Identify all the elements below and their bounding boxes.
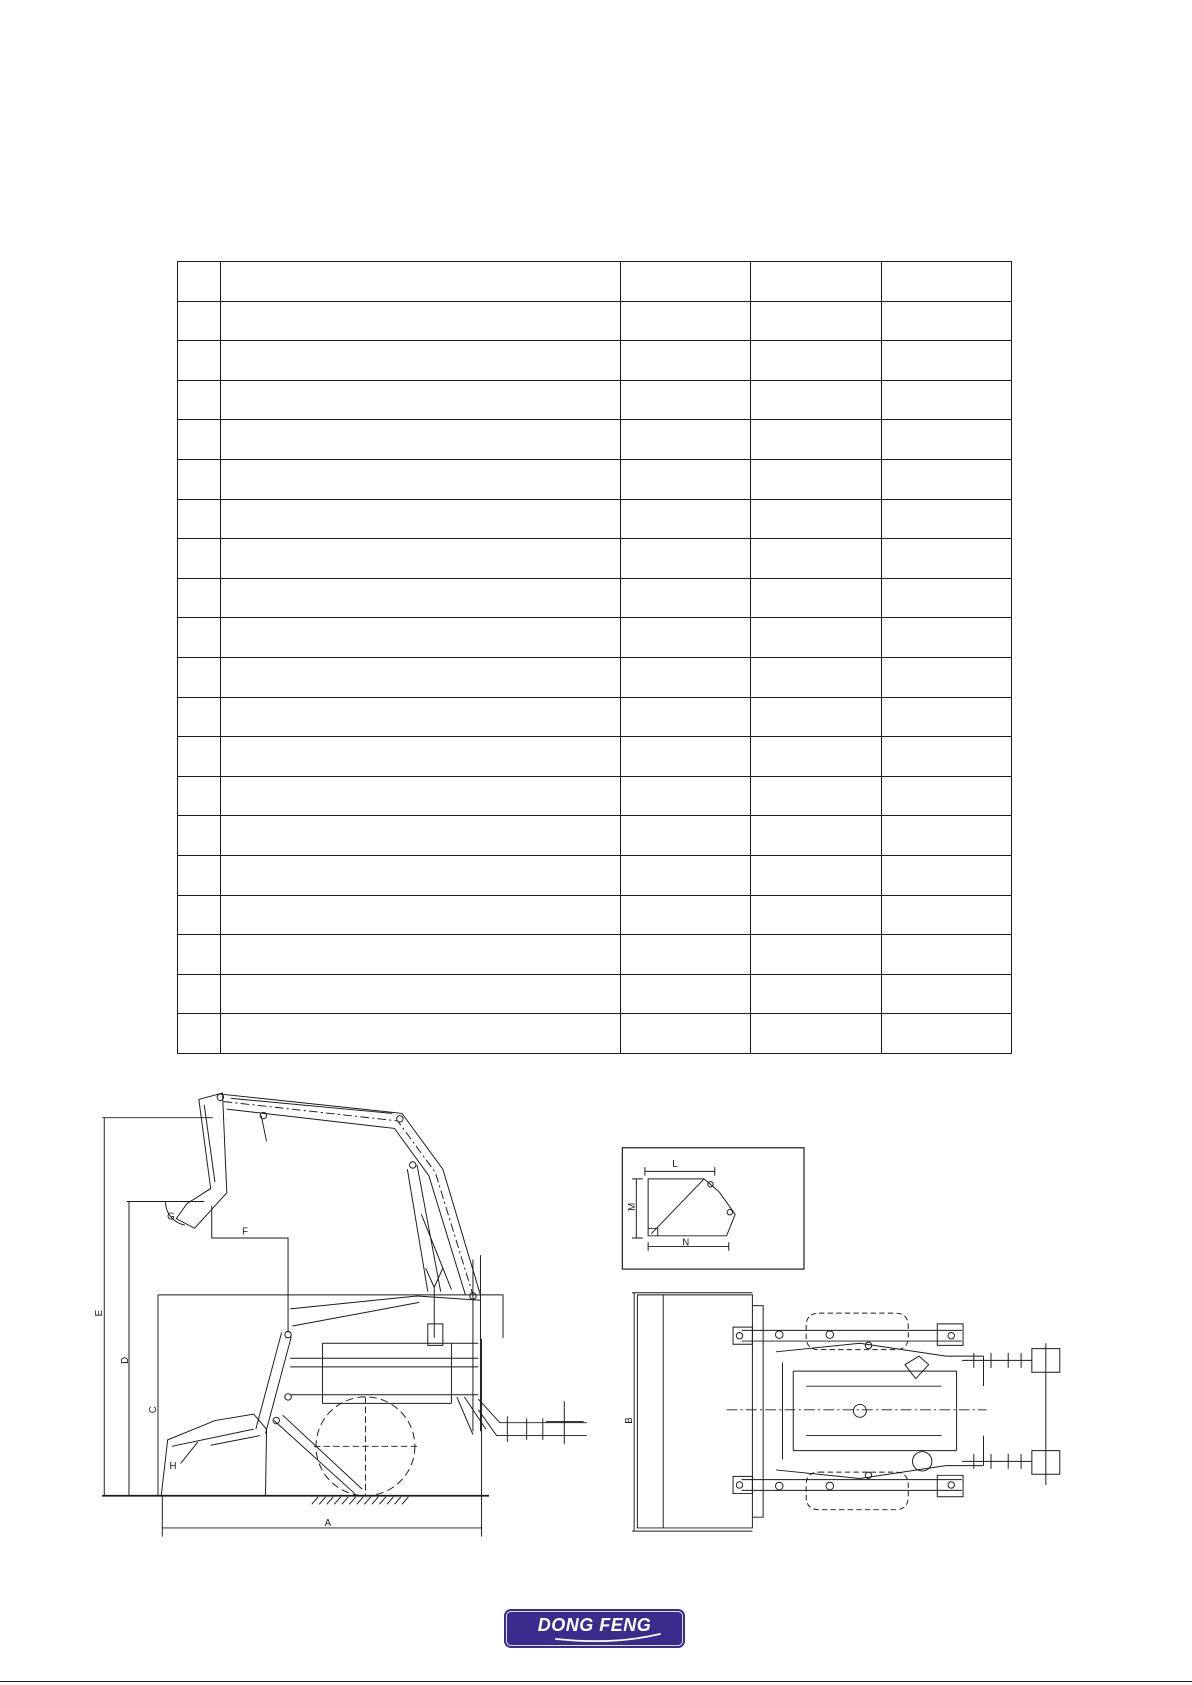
table-cell (621, 262, 751, 302)
table-cell (882, 657, 1012, 697)
pivot-pin (948, 1482, 954, 1488)
table-cell (882, 618, 1012, 658)
table-cell (178, 499, 221, 539)
label-c: C (147, 1406, 159, 1414)
table-cell (751, 341, 882, 381)
bucket-profile (648, 1179, 735, 1236)
table-cell (621, 816, 751, 856)
pivot-pin (397, 1116, 403, 1122)
table-cell (178, 380, 221, 420)
table-cell (621, 855, 751, 895)
inset-frame (622, 1148, 804, 1269)
table-cell (221, 657, 621, 697)
dimension-line-e (102, 1118, 213, 1496)
rear-hitch-top-view (962, 1343, 1060, 1485)
table-cell (221, 341, 621, 381)
table-cell (751, 974, 882, 1014)
table-cell (621, 539, 751, 579)
table-cell (221, 895, 621, 935)
pivot-pin (826, 1331, 834, 1339)
table-body (178, 262, 1012, 1054)
table-cell (882, 1014, 1012, 1054)
table-row (178, 776, 1012, 816)
table-cell (178, 341, 221, 381)
table-cell (178, 657, 221, 697)
swoosh-stroke (556, 1634, 660, 1641)
table-cell (178, 301, 221, 341)
table-cell (221, 974, 621, 1014)
rear-three-point-hitch (478, 1399, 587, 1444)
table-cell (221, 855, 621, 895)
table-cell (221, 816, 621, 856)
table-cell (751, 657, 882, 697)
table-cell (178, 895, 221, 935)
pivot-pin (285, 1394, 291, 1400)
pivot-pin (775, 1482, 783, 1490)
label-n: N (682, 1237, 690, 1249)
table-cell (178, 855, 221, 895)
table-cell (882, 855, 1012, 895)
table-cell (882, 816, 1012, 856)
table-cell (221, 578, 621, 618)
table-cell (882, 737, 1012, 777)
table-row (178, 499, 1012, 539)
label-l: L (672, 1159, 678, 1171)
table-row (178, 341, 1012, 381)
label-a: A (324, 1517, 332, 1529)
specification-table (177, 261, 1012, 1054)
pivot-pin (865, 1342, 871, 1348)
tractor-frame (290, 1255, 486, 1434)
table-cell (751, 776, 882, 816)
table-cell (221, 935, 621, 975)
table-row (178, 262, 1012, 302)
table-row (178, 974, 1012, 1014)
table-cell (751, 262, 882, 302)
table-cell (621, 974, 751, 1014)
tractor-body-top-view (776, 1343, 983, 1478)
pivot-pin (727, 1210, 732, 1215)
table-cell (221, 499, 621, 539)
footer-rule (0, 1681, 1192, 1682)
table-cell (621, 420, 751, 460)
table-cell (751, 380, 882, 420)
steering-wheel-hub (853, 1404, 866, 1417)
table-cell (221, 420, 621, 460)
label-e: E (94, 1309, 106, 1317)
table-cell (621, 657, 751, 697)
table-cell (882, 301, 1012, 341)
table-cell (621, 618, 751, 658)
table-cell (751, 1014, 882, 1054)
table-cell (221, 1014, 621, 1054)
technical-drawings (0, 1064, 1192, 1558)
label-g: G (167, 1211, 175, 1223)
dimension-line-a (162, 1339, 481, 1537)
table-row (178, 935, 1012, 975)
label-f: F (242, 1226, 249, 1238)
table-cell (751, 301, 882, 341)
table-cell (621, 697, 751, 737)
table-cell (882, 341, 1012, 381)
table-cell (621, 776, 751, 816)
pivot-pin (948, 1332, 954, 1338)
table-cell (751, 618, 882, 658)
table-row (178, 657, 1012, 697)
ground-hatching (312, 1497, 409, 1505)
table-cell (178, 618, 221, 658)
table-cell (178, 578, 221, 618)
table-cell (751, 895, 882, 935)
table-cell (751, 420, 882, 460)
table-cell (751, 935, 882, 975)
table-cell (178, 262, 221, 302)
table-row (178, 855, 1012, 895)
table-cell (178, 816, 221, 856)
table-cell (621, 301, 751, 341)
table-row (178, 816, 1012, 856)
label-b: B (624, 1417, 636, 1424)
table-cell (751, 855, 882, 895)
front-wheel-right (806, 1472, 908, 1510)
table-cell (221, 618, 621, 658)
table-cell (882, 539, 1012, 579)
table-cell (882, 697, 1012, 737)
label-m: M (627, 1202, 639, 1211)
table-cell (221, 539, 621, 579)
table-row (178, 578, 1012, 618)
table-cell (621, 935, 751, 975)
table-cell (178, 459, 221, 499)
table-cell (221, 697, 621, 737)
table-cell (178, 697, 221, 737)
fuel-cap (913, 1452, 932, 1471)
table-cell (621, 459, 751, 499)
dimension-line-b (632, 1293, 752, 1531)
pivot-pin (736, 1332, 742, 1338)
table-cell (178, 1014, 221, 1054)
logo-swoosh-icon (504, 1609, 685, 1648)
table-cell (882, 974, 1012, 1014)
lowered-bucket (161, 1414, 266, 1496)
table-row (178, 539, 1012, 579)
table-cell (621, 737, 751, 777)
table-cell (751, 459, 882, 499)
pivot-pin (775, 1331, 783, 1339)
table-cell (751, 578, 882, 618)
table-cell (178, 420, 221, 460)
pivot-pin (826, 1482, 834, 1490)
table-cell (178, 974, 221, 1014)
table-cell (178, 935, 221, 975)
label-h: H (169, 1460, 177, 1472)
dimension-line-f (212, 1206, 288, 1333)
table-cell (882, 499, 1012, 539)
table-row (178, 895, 1012, 935)
table-row (178, 618, 1012, 658)
table-cell (178, 737, 221, 777)
pivot-pin (736, 1482, 742, 1488)
dimension-line-l (645, 1167, 715, 1176)
table-cell (221, 262, 621, 302)
table-cell (882, 935, 1012, 975)
loader-arms-top-view (742, 1330, 962, 1490)
label-d: D (119, 1356, 131, 1364)
dimension-line-d (127, 1201, 204, 1495)
table-cell (882, 578, 1012, 618)
table-row (178, 459, 1012, 499)
dongfeng-logo (504, 1609, 685, 1648)
bucket-cylinder (231, 1098, 392, 1141)
table-row (178, 697, 1012, 737)
table-row (178, 301, 1012, 341)
bucket-detail-inset (622, 1148, 804, 1269)
table-cell (751, 499, 882, 539)
top-view-drawing (624, 1293, 1060, 1531)
table-cell (621, 578, 751, 618)
logo-text: DONG FENG (537, 1615, 652, 1635)
table-cell (751, 539, 882, 579)
table-cell (751, 737, 882, 777)
table-cell (751, 697, 882, 737)
table-cell (621, 499, 751, 539)
seat-outline (905, 1356, 929, 1379)
table-cell (621, 1014, 751, 1054)
table-cell (221, 737, 621, 777)
table-cell (221, 301, 621, 341)
table-cell (882, 459, 1012, 499)
table-cell (178, 776, 221, 816)
wheel-centerlines (314, 1397, 417, 1496)
steering-column (426, 1268, 443, 1345)
table-cell (221, 776, 621, 816)
table-cell (221, 459, 621, 499)
table-cell (882, 776, 1012, 816)
front-wheel-left (806, 1313, 908, 1350)
table-row (178, 1014, 1012, 1054)
table-cell (621, 380, 751, 420)
table-row (178, 737, 1012, 777)
table-cell (621, 895, 751, 935)
lowered-loader-boom (256, 1332, 362, 1493)
table-row (178, 420, 1012, 460)
table-cell (178, 539, 221, 579)
table-cell (882, 420, 1012, 460)
table-cell (882, 895, 1012, 935)
table-cell (751, 816, 882, 856)
table-cell (621, 341, 751, 381)
table-cell (221, 380, 621, 420)
table-cell (882, 262, 1012, 302)
pivot-pin (410, 1162, 416, 1168)
raised-bucket (176, 1093, 227, 1228)
side-view-drawing (94, 1093, 587, 1537)
table-row (178, 380, 1012, 420)
table-cell (882, 380, 1012, 420)
